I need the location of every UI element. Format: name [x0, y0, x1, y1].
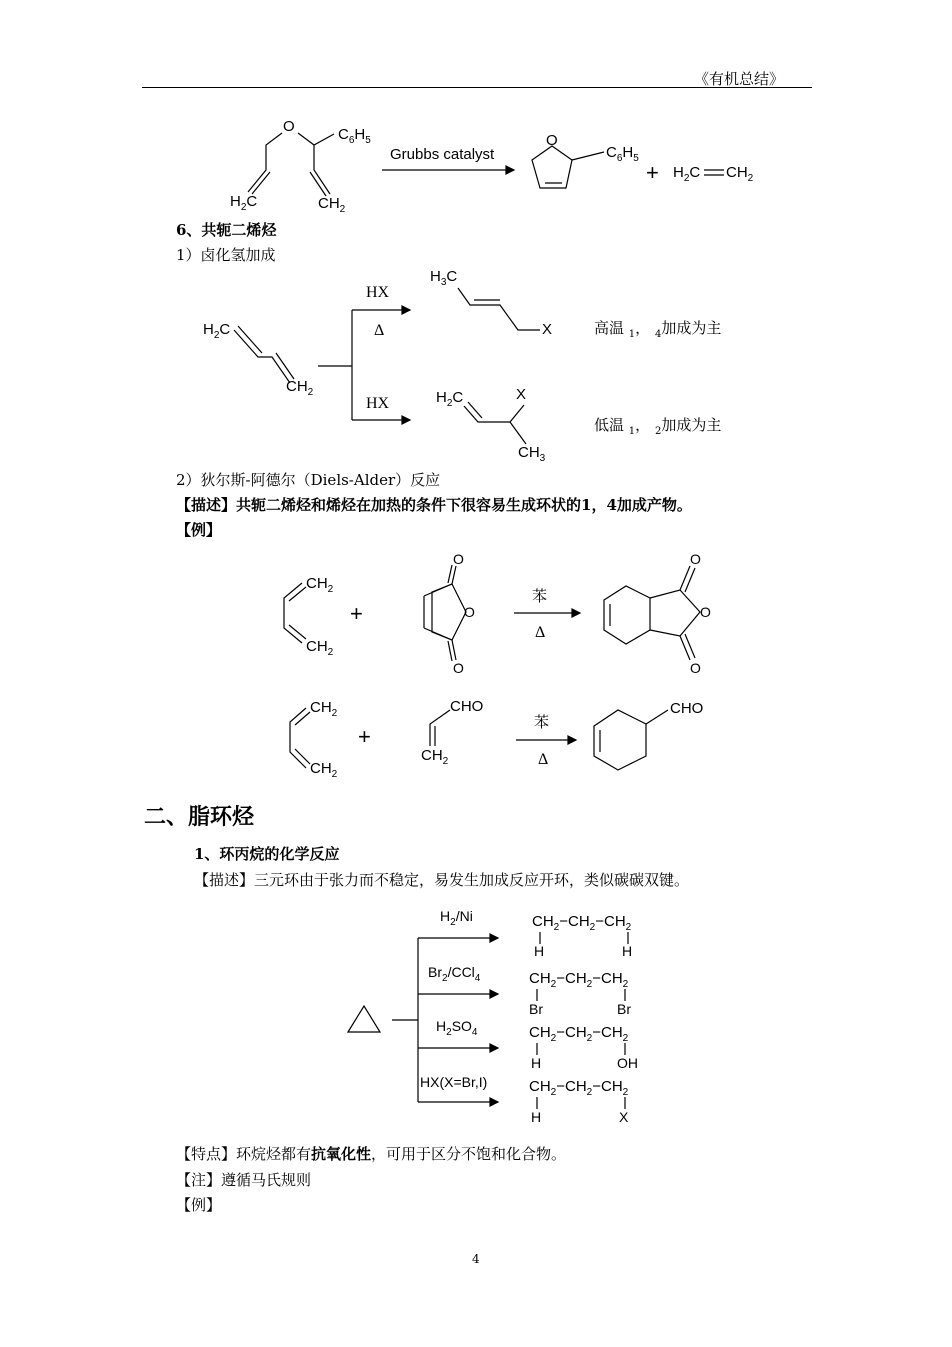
da1-product-o1: O [690, 551, 701, 567]
r4-left: H [531, 1109, 542, 1125]
delta-top: Δ [374, 322, 385, 339]
da2-ch2a: $CH_2$ [310, 699, 338, 719]
product14-x-label: X [542, 321, 553, 338]
da1-plus: + [350, 601, 363, 626]
butadiene-ch2-label: $CH_2$ [286, 378, 314, 398]
cyclo-arrowhead-2 [490, 990, 498, 998]
da2-product-cho: CHO [670, 700, 704, 717]
r2-left: Br [529, 1001, 543, 1017]
diels-alder-desc: 【描述】共轭二烯烃和烯烃在加热的条件下很容易生成环状的1，4加成产物。 [176, 496, 692, 514]
reagent-top: HX [366, 284, 390, 301]
grubbs-product-oxygen-label: O [546, 132, 558, 149]
r1-chain: $CH_2-CH_2-CH_2$ [532, 913, 632, 933]
section6-title: 6、共轭二烯烃 [176, 221, 277, 239]
r3-left: H [531, 1055, 542, 1071]
r2-right: Br [617, 1001, 631, 1017]
grubbs-oxygen-label: O [283, 118, 295, 135]
section-cyclo-title: 1、环丙烷的化学反应 [194, 845, 340, 863]
butadiene-h2c-label: $H_2C$ [203, 321, 231, 341]
da2-ch2: $CH_2$ [421, 747, 449, 767]
r2-reagent: $Br_2/CCl_4$ [428, 964, 481, 984]
grubbs-catalyst-label: Grubbs catalyst [390, 146, 495, 163]
note-high-temp: 高温 $_1$， $_4$加成为主 [594, 319, 722, 340]
r3-chain: $CH_2-CH_2-CH_2$ [529, 1024, 629, 1044]
cyclo-arrowhead-4 [490, 1098, 498, 1106]
section-cyclo-heading: 二、脂环烃 [144, 804, 255, 830]
header-title: 《有机总结》 [693, 70, 784, 88]
da1-product-o3: O [690, 660, 701, 676]
cyclo-feature-bold: 抗氧化性 [311, 1145, 372, 1163]
cyclo-feature-suffix: ，可用于区分不饱和化合物。 [371, 1145, 567, 1163]
da1-o2: O [464, 604, 475, 620]
section6-sub1: 1）卤化氢加成 [176, 246, 276, 264]
ethylene-h2c-label: $H_2C$ [673, 164, 701, 184]
r1-reagent: $H_2/Ni$ [440, 908, 473, 928]
da2-cho: CHO [450, 698, 484, 715]
section-cyclo-desc: 【描述】三元环由于张力而不稳定，易发生加成反应开环，类似碳碳双键。 [194, 871, 690, 889]
grubbs-ch2-label: $CH_2$ [318, 195, 346, 215]
r4-right: X [619, 1109, 629, 1125]
da2-ch2b: $CH_2$ [310, 760, 338, 780]
da1-product-o2: O [700, 604, 711, 620]
da1-delta: Δ [535, 624, 546, 641]
grubbs-phenyl-label: $C_6H_5$ [338, 126, 371, 146]
r1-left: H [534, 943, 545, 959]
grubbs-product-phenyl-label: $C_6H_5$ [606, 144, 639, 164]
r4-chain: $CH_2-CH_2-CH_2$ [529, 1078, 629, 1098]
r3-reagent: $H_2SO_4$ [436, 1018, 478, 1038]
r2-chain: $CH_2-CH_2-CH_2$ [529, 970, 629, 990]
grubbs-h2c-label: $H_2C$ [230, 193, 258, 213]
da1-solvent: 苯 [532, 587, 548, 605]
da2-plus: + [358, 724, 371, 749]
cyclo-arrowhead-3 [490, 1044, 498, 1052]
grubbs-plus: + [646, 160, 659, 185]
product12-x-label: X [516, 386, 527, 403]
cyclo-feature [176, 1143, 566, 1164]
cyclo-feature-prefix: 【特点】环烷烃都有 [176, 1145, 312, 1163]
cyclo-example: 【例】 [176, 1196, 222, 1214]
r3-right: OH [617, 1055, 638, 1071]
da1-ch2b: $CH_2$ [306, 638, 334, 658]
da1-o1: O [453, 551, 464, 567]
cyclo-note: 【注】遵循马氏规则 [176, 1171, 312, 1189]
reagent-bottom: HX [366, 395, 390, 412]
da1-o3: O [453, 660, 464, 676]
product12-ch3-label: $CH_3$ [518, 444, 546, 464]
note-low-temp: 低温 $_1$， $_2$加成为主 [594, 416, 722, 437]
section6-sub2: 2）狄尔斯-阿德尔（Diels-Alder）反应 [176, 471, 441, 489]
da1-ch2a: $CH_2$ [306, 575, 334, 595]
cyclo-arrowhead-1 [490, 934, 498, 942]
page-number: 4 [472, 1252, 480, 1266]
da2-delta: Δ [538, 751, 549, 768]
r1-right: H [622, 943, 633, 959]
diels-alder-example: 【例】 [176, 521, 222, 539]
da2-solvent: 苯 [534, 713, 550, 731]
ethylene-ch2-label: $CH_2$ [726, 164, 754, 184]
r4-reagent: HX(X=Br,I) [420, 1074, 488, 1090]
product12-h2c-label: $H_2C$ [436, 389, 464, 409]
product14-h3c-label: $H_3C$ [430, 268, 458, 288]
cyclopropane-triangle [348, 1006, 380, 1032]
